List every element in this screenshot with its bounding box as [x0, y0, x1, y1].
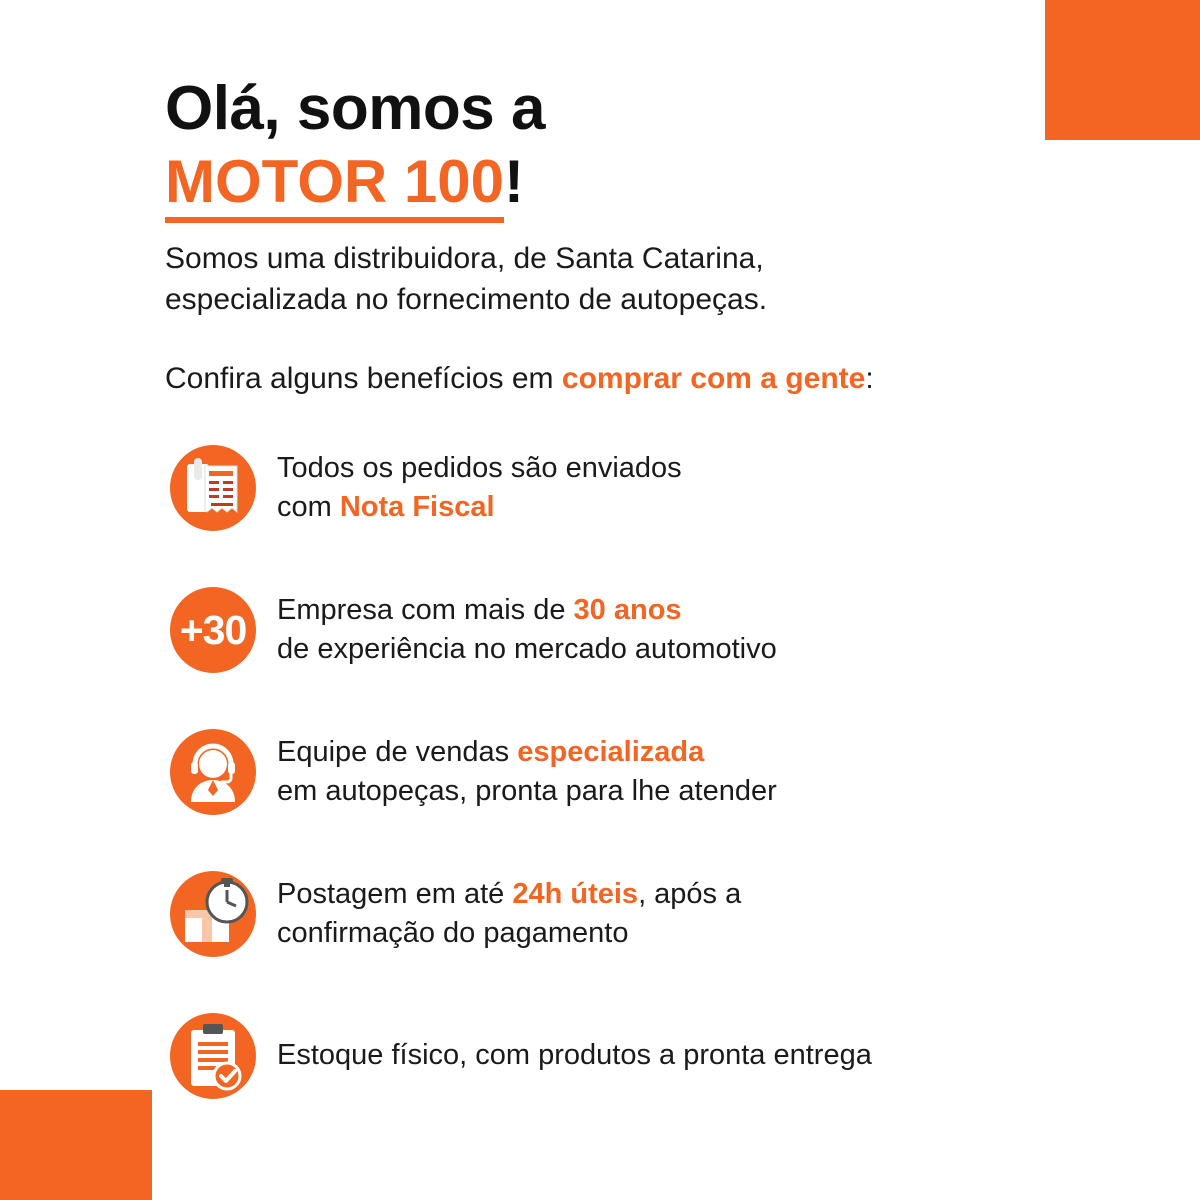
benefit-line-1: Todos os pedidos são enviados	[277, 451, 682, 484]
content-area	[165, 74, 1095, 1150]
list-item	[165, 582, 1095, 678]
clipboard-check-icon	[165, 1008, 261, 1104]
benefit-line-1	[277, 591, 777, 630]
benefit-line-1	[277, 733, 777, 772]
benefit-line-2-highlight: Nota Fiscal	[339, 491, 495, 523]
package-stopwatch-icon	[165, 866, 261, 962]
list-item	[165, 1008, 1095, 1104]
benefit-line-1-before: Postagem em até	[277, 877, 513, 910]
headset-agent-icon-glyph	[165, 724, 261, 820]
benefit-line-1: Estoque físico, com produtos a pronta entrega	[277, 1039, 872, 1072]
headset-agent-icon	[165, 724, 261, 820]
benefit-line-2-before: com	[277, 491, 340, 523]
intro-line-1: Somos uma distribuidora, de Santa Catarina,	[165, 242, 764, 275]
page-title: Olá, somos a	[165, 74, 545, 143]
benefit-line-1	[277, 875, 741, 914]
years-badge-icon	[165, 582, 261, 678]
benefit-line-1-highlight: 30 anos	[573, 593, 682, 626]
benefit-line-2: de experiência no mercado automotivo	[277, 633, 777, 665]
brand-exclamation: !	[504, 148, 524, 215]
list-item-text	[277, 449, 682, 527]
list-item	[165, 440, 1095, 536]
list-item-text	[277, 875, 741, 953]
clipboard-check-icon-glyph	[165, 1008, 261, 1104]
benefit-line-2	[277, 488, 682, 527]
benefit-line-1-before: Equipe de vendas	[277, 735, 518, 768]
years-badge-label: +30	[179, 606, 247, 653]
benefits-lead-highlight: comprar com a gente	[561, 362, 866, 395]
list-item	[165, 724, 1095, 820]
intro-paragraph	[165, 239, 1095, 320]
list-item-text	[277, 591, 777, 669]
benefit-list	[165, 440, 1095, 1104]
list-item-text	[277, 733, 777, 811]
receipt-icon	[165, 440, 261, 536]
benefit-line-1-highlight: 24h úteis	[512, 877, 639, 910]
list-item-text	[277, 1036, 872, 1075]
benefit-line-1-highlight: especializada	[517, 735, 705, 768]
benefit-line-2: em autopeças, pronta para lhe atender	[277, 775, 777, 807]
package-stopwatch-icon-glyph	[165, 866, 261, 962]
benefit-line-2: confirmação do pagamento	[277, 917, 629, 949]
brand-title	[165, 150, 1095, 213]
benefits-lead-after: :	[865, 362, 874, 395]
intro-line-2: especializada no fornecimento de autopeças.	[165, 282, 768, 316]
list-item	[165, 866, 1095, 962]
benefit-line-1-after: , após a	[638, 877, 742, 910]
decorative-corner-bottom-left	[0, 1090, 152, 1200]
brand-name: MOTOR 100	[165, 148, 504, 223]
benefits-lead-before: Confira alguns benefícios em	[165, 362, 562, 395]
receipt-icon-glyph	[165, 440, 261, 536]
benefit-line-1-before: Empresa com mais de	[277, 593, 574, 626]
benefits-lead	[165, 362, 1095, 396]
